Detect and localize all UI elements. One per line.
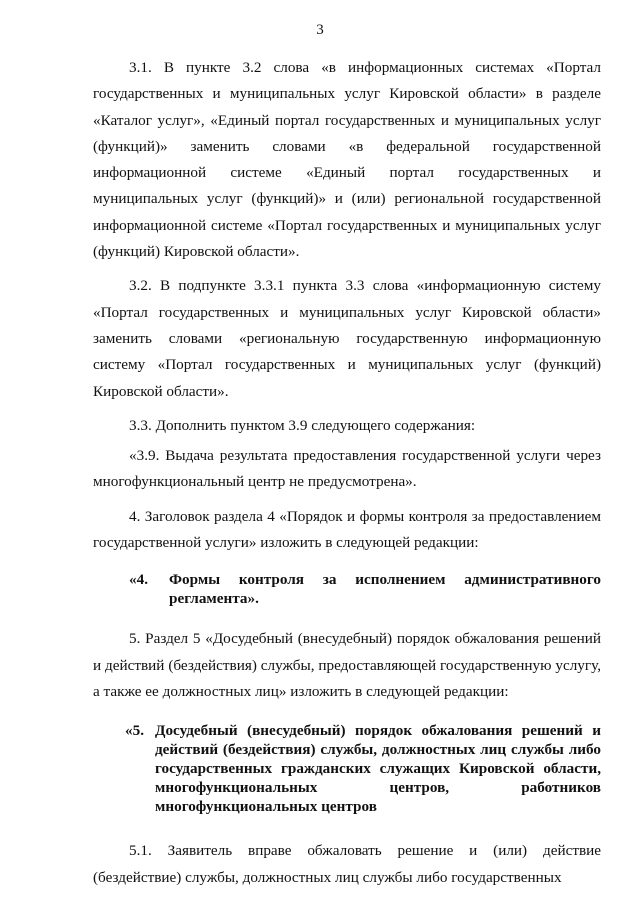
heading-5-number: «5. <box>125 722 144 740</box>
heading-5-text: Досудебный (внесудебный) порядок обжалования решений и действий (бездействия) службы, должностных лиц службы либо государственных гражданских служащих Кировской области, многофункциональных центров, работников многофункциональных центров <box>155 722 601 816</box>
heading-4-number: «4. <box>129 571 148 589</box>
page-number: 3 <box>316 22 324 38</box>
heading-section-4 <box>93 570 601 608</box>
paragraph-3-3: 3.3. Дополнить пунктом 3.9 следующего содержания: <box>129 416 476 434</box>
paragraph-5: 5. Раздел 5 «Досудебный (внесудебный) порядок обжалования решений и действий (бездействия) службы, предоставляющей государственную услугу, а также ее должностных лиц» изложить в следующей редакции: <box>93 630 601 700</box>
heading-section-5 <box>93 721 601 816</box>
document-body <box>93 55 601 891</box>
paragraph-5-1: 5.1. Заявитель вправе обжаловать решение и (или) действие (бездействие) службы, должностных лиц службы либо государственных <box>93 842 601 886</box>
paragraph-3-9-quote: «3.9. Выдача результата предоставления государственной услуги через многофункциональный центр не предусмотрена». <box>93 447 601 491</box>
paragraph-4: 4. Заголовок раздела 4 «Порядок и формы контроля за предоставлением государственной услуги» изложить в следующей редакции: <box>93 507 601 552</box>
paragraph-3-2: 3.2. В подпункте 3.3.1 пункта 3.3 слова «информационную систему «Портал государственных и муниципальных услуг Кировской области» заменить словами «региональную государственную информационную систему «Портал государственных и муниципальных услуг (функций) Кировской области». <box>93 277 601 400</box>
paragraph-3-1: 3.1. В пункте 3.2 слова «в информационных системах «Портал государственных и муниципальных услуг Кировской области» в разделе «Каталог услуг», «Единый портал государственных и муниципальных услуг (функций)» заменить словами «в федеральной государственной информационной системе «Единый портал государственных и муниципальных услуг (функций)» и (или) региональной государственной информационной системе «Портал государственных и муниципальных услуг (функций) Кировской области». <box>93 59 601 261</box>
heading-4-text: Формы контроля за исполнением административного регламента». <box>169 571 601 608</box>
